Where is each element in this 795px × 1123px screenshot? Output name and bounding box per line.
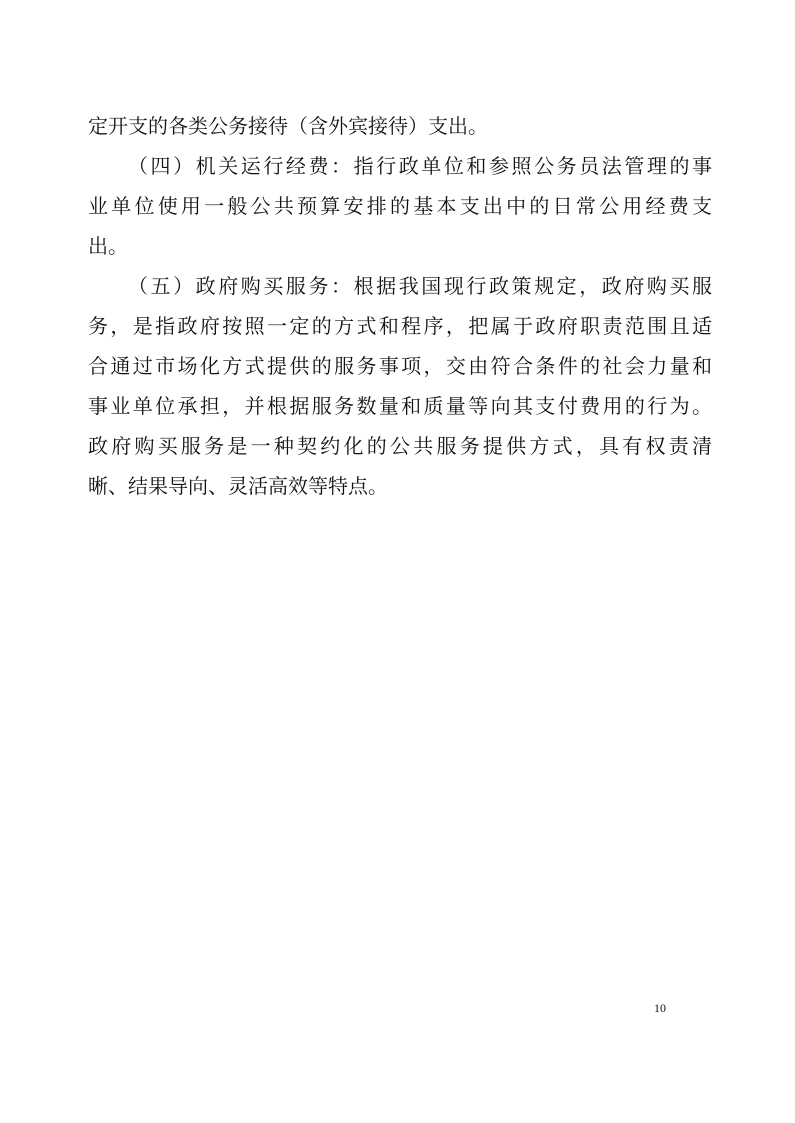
text-line: 业单位使用一般公共预算安排的基本支出中的日常公用经费支 [88, 194, 712, 218]
text-line: 事业单位承担，并根据服务数量和质量等向其支付费用的行为。 [88, 394, 712, 418]
text-line: 晰、结果导向、灵活高效等特点。 [88, 474, 388, 498]
text-line: 务，是指政府按照一定的方式和程序，把属于政府职责范围且适 [88, 314, 712, 338]
paragraph-line-section-five-heading: （五）政府购买服务：根据我国现行政策规定，政府购买服 [128, 274, 712, 298]
text-line: 定开支的各类公务接待（含外宾接待）支出。 [88, 114, 488, 138]
text-line: 合通过市场化方式提供的服务事项，交由符合条件的社会力量和 [88, 354, 712, 378]
paragraph-line-section-four-heading: （四）机关运行经费：指行政单位和参照公务员法管理的事 [128, 154, 712, 178]
body-text [88, 106, 712, 506]
text-line: 政府购买服务是一种契约化的公共服务提供方式，具有权责清 [88, 434, 712, 458]
page-number: 10 [654, 1001, 666, 1015]
text-line: 出。 [88, 234, 128, 258]
